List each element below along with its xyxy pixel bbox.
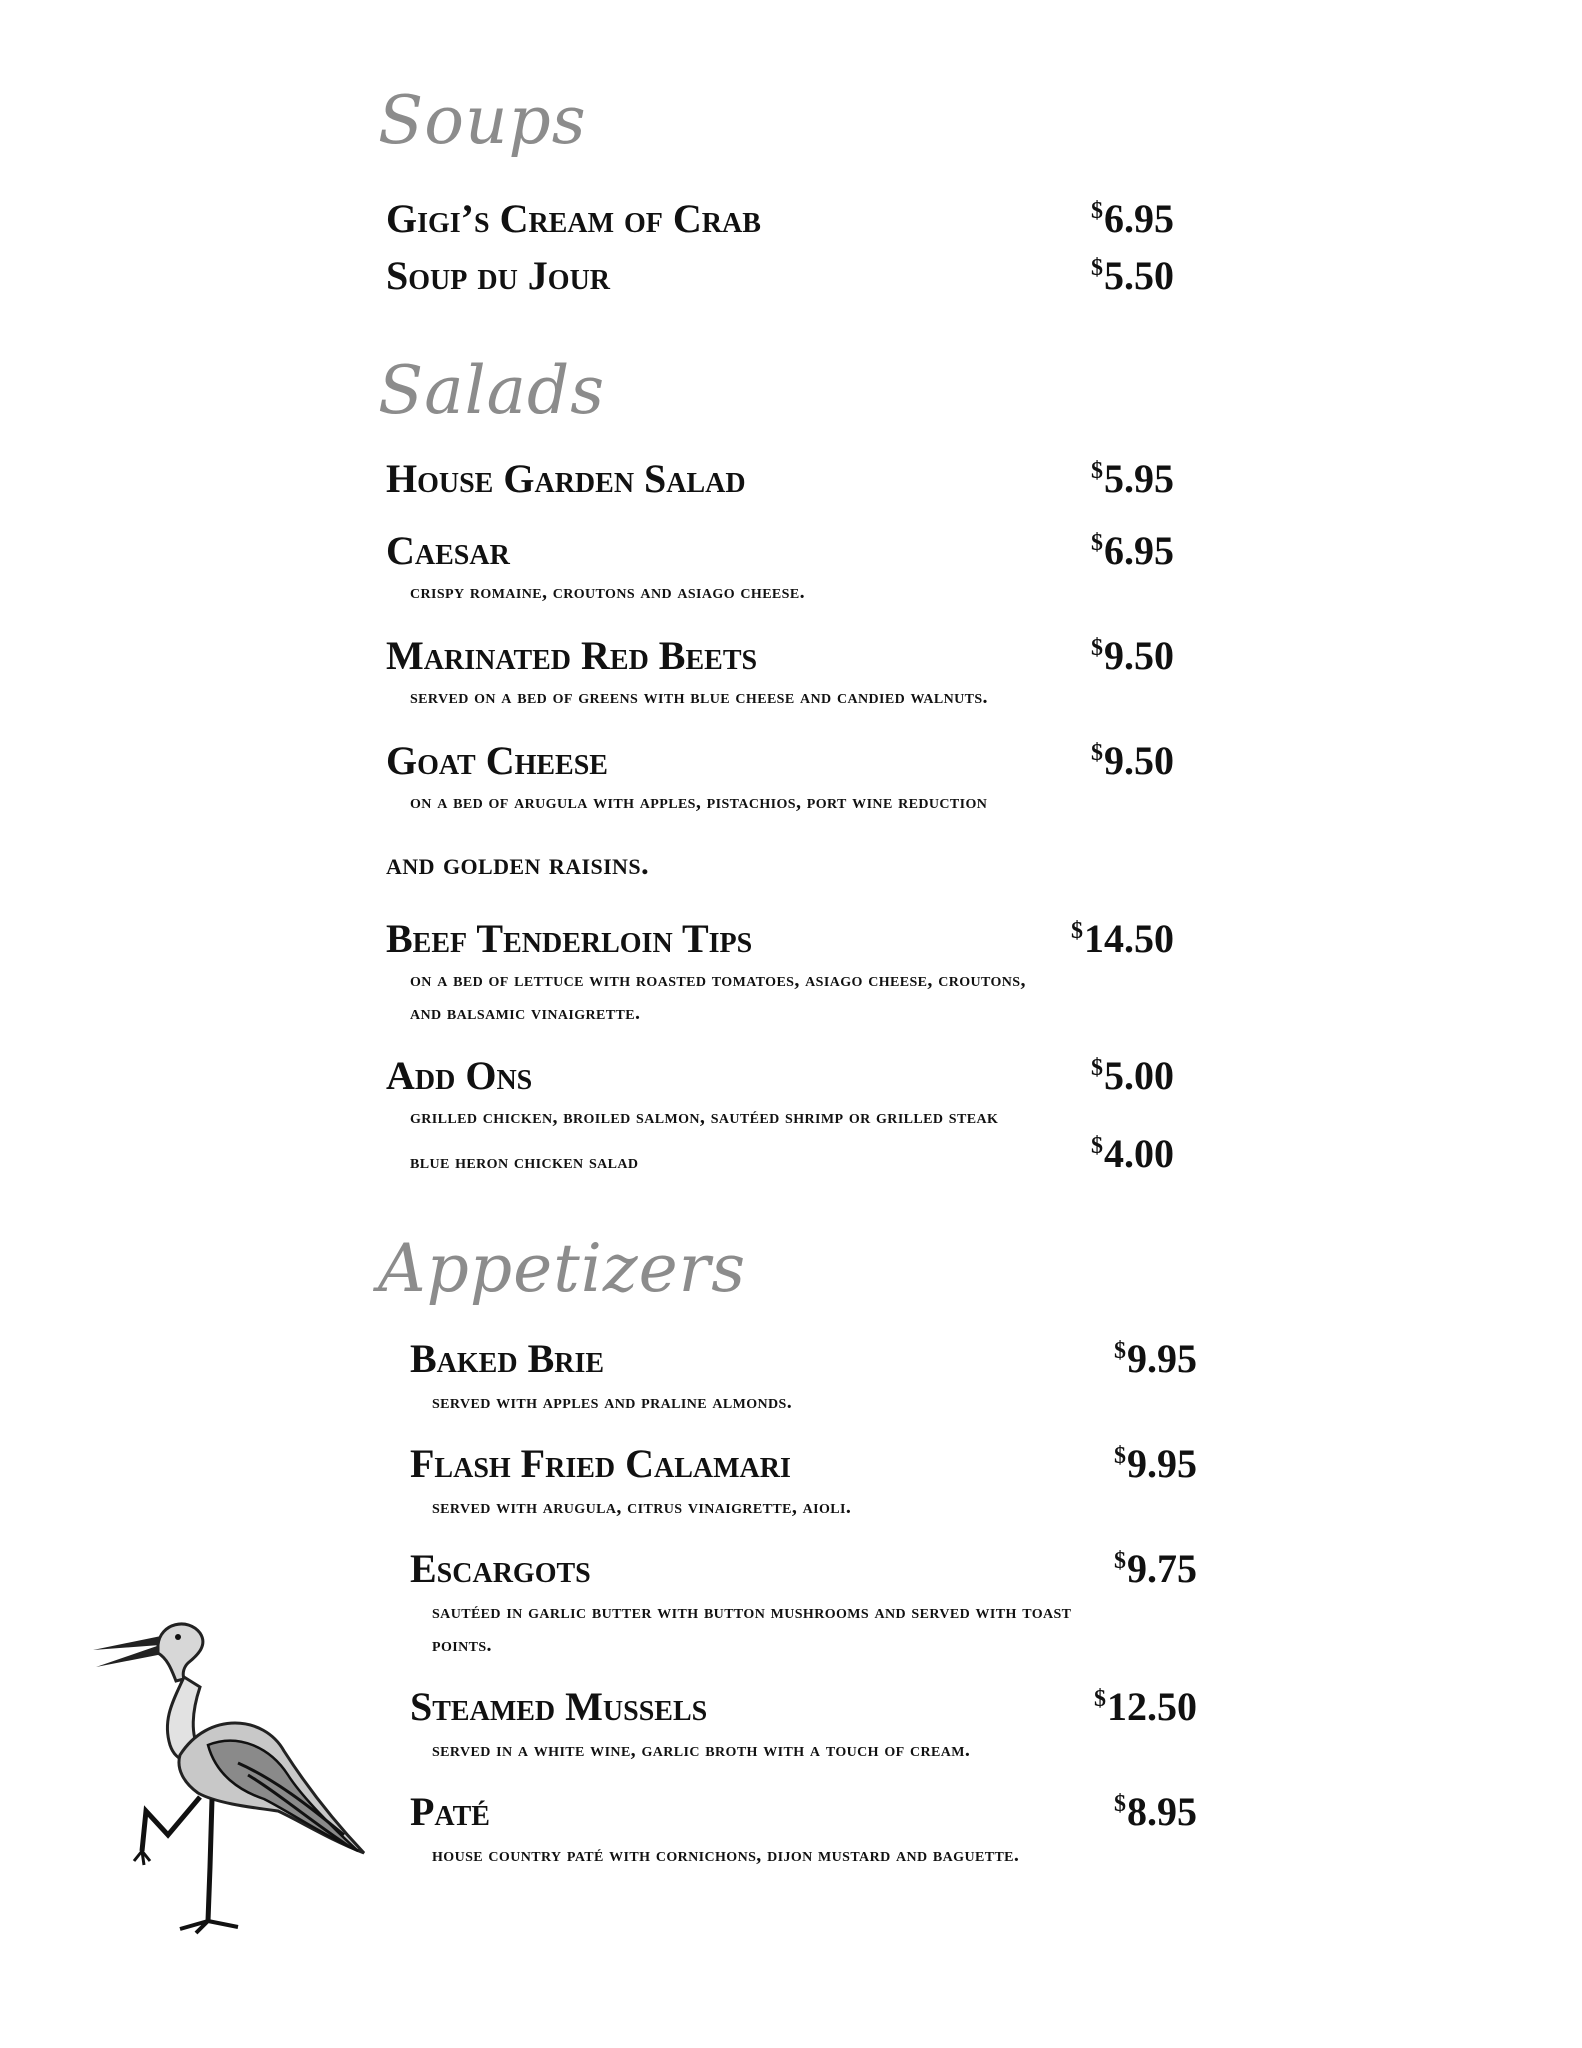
heron-head: [158, 1624, 203, 1681]
menu-item-description: house country paté with cornichons, dijon mustard and baguette.: [432, 1844, 1020, 1866]
menu-item-price: $6.95: [1091, 196, 1174, 241]
menu-item-name: Marinated Red Beets: [386, 633, 758, 678]
dollar-sign: $: [1071, 918, 1083, 944]
dollar-sign: $: [1091, 198, 1103, 224]
menu-item-price: $4.00: [1091, 1131, 1174, 1176]
menu-item-name: House Garden Salad: [386, 456, 746, 501]
menu-item-name: Escargots: [410, 1546, 591, 1591]
menu-item-name: Beef Tenderloin Tips: [386, 916, 753, 961]
menu-item-description: on a bed of arugula with apples, pistachios, port wine reduction: [410, 791, 988, 813]
menu-item-name: Gigi’s Cream of Crab: [386, 196, 761, 241]
section-title-salads: Salads: [378, 352, 606, 429]
menu-item-description: grilled chicken, broiled salmon, sautéed shrimp or grilled steak: [410, 1106, 999, 1128]
menu-item-description: sautéed in garlic butter with button mushrooms and served with toast: [432, 1601, 1072, 1623]
menu-item-description-line2: points.: [432, 1634, 492, 1656]
menu-item-description: served in a white wine, garlic broth with a touch of cream.: [432, 1739, 971, 1761]
menu-item-name: Steamed Mussels: [410, 1684, 708, 1729]
menu-item-name: Add Ons: [386, 1053, 533, 1098]
heron-eye: [175, 1634, 181, 1640]
dollar-sign: $: [1091, 255, 1103, 281]
dollar-sign: $: [1091, 740, 1103, 766]
dollar-sign: $: [1114, 1443, 1126, 1469]
section-title-soups: Soups: [378, 82, 587, 159]
menu-item-description: served on a bed of greens with blue cheese and candied walnuts.: [410, 686, 988, 708]
heron-lifted-leg: [142, 1797, 200, 1851]
menu-item-name: Flash Fried Calamari: [410, 1441, 791, 1486]
menu-item-price: $9.95: [1114, 1441, 1197, 1486]
menu-item-description: crispy romaine, croutons and asiago cheese.: [410, 581, 805, 603]
menu-item-description: on a bed of lettuce with roasted tomatoes, asiago cheese, croutons,: [410, 969, 1026, 991]
menu-item-name: Caesar: [386, 528, 510, 573]
heron-leg: [208, 1799, 212, 1921]
dollar-sign: $: [1091, 635, 1103, 661]
menu-item-price: $5.00: [1091, 1053, 1174, 1098]
dollar-sign: $: [1114, 1791, 1126, 1817]
menu-item-price: $12.50: [1094, 1684, 1197, 1729]
menu-item-name: Paté: [410, 1789, 490, 1834]
dollar-sign: $: [1091, 530, 1103, 556]
dollar-sign: $: [1094, 1686, 1106, 1712]
section-title-appetizers: Appetizers: [378, 1230, 747, 1307]
menu-item-price: $9.95: [1114, 1336, 1197, 1381]
menu-item-description-continued: and golden raisins.: [386, 846, 650, 881]
menu-item-name: Goat Cheese: [386, 738, 608, 783]
dollar-sign: $: [1091, 1055, 1103, 1081]
menu-item-description: served with apples and praline almonds.: [432, 1391, 793, 1413]
dollar-sign: $: [1114, 1338, 1126, 1364]
menu-item-price: $9.75: [1114, 1546, 1197, 1591]
heron-lifted-foot: [134, 1851, 150, 1865]
heron-illustration: [88, 1615, 368, 1935]
menu-item-description-line2: and balsamic vinaigrette.: [410, 1002, 641, 1024]
dollar-sign: $: [1091, 458, 1103, 484]
menu-item-price: $6.95: [1091, 528, 1174, 573]
menu-item-price: $14.50: [1071, 916, 1174, 961]
menu-item-price: $9.50: [1091, 738, 1174, 783]
dollar-sign: $: [1114, 1548, 1126, 1574]
menu-item-price: $5.95: [1091, 456, 1174, 501]
menu-item-name-small: blue heron chicken salad: [410, 1151, 639, 1173]
menu-item-price: $9.50: [1091, 633, 1174, 678]
menu-item-name: Baked Brie: [410, 1336, 605, 1381]
menu-item-price: $5.50: [1091, 253, 1174, 298]
menu-item-price: $8.95: [1114, 1789, 1197, 1834]
dollar-sign: $: [1091, 1133, 1103, 1159]
menu-item-name: Soup du Jour: [386, 253, 611, 298]
menu-item-description: served with arugula, citrus vinaigrette, aioli.: [432, 1496, 852, 1518]
heron-foot: [180, 1921, 238, 1933]
